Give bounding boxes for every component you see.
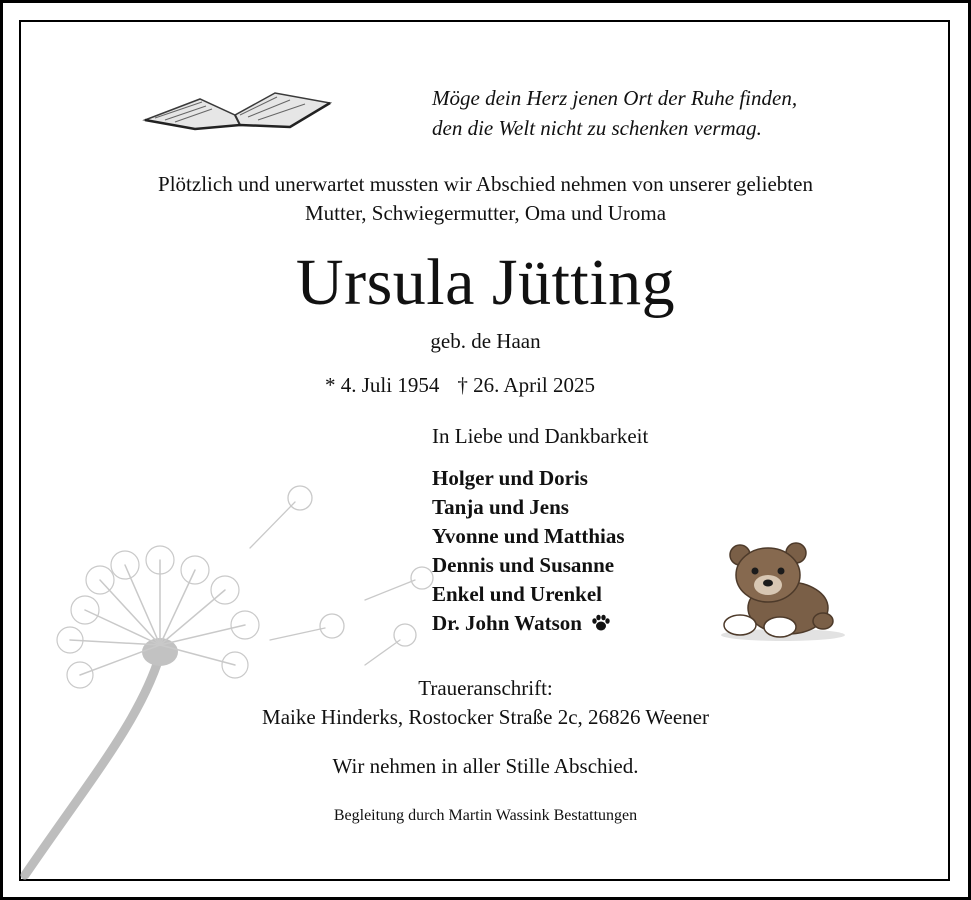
open-book-icon [140, 85, 335, 135]
quote-line-1: Möge dein Herz jenen Ort der Ruhe finden, [432, 86, 798, 110]
mourner-line: Yvonne und Matthias [432, 524, 625, 548]
birth-date: * 4. Juli 1954 [325, 373, 440, 397]
teddy-bear-icon [718, 533, 848, 643]
life-dates [325, 371, 613, 399]
mourner-line: Holger und Doris [432, 466, 588, 490]
mourner-line: Dennis und Susanne [432, 553, 615, 577]
quote [432, 83, 797, 143]
mourner-line-pet [432, 609, 625, 638]
deceased-name: Ursula Jütting [295, 246, 676, 319]
mourner-line: Dr. John Watson [432, 611, 582, 635]
mourners-list [432, 464, 625, 638]
mourners-heading: In Liebe und Dankbarkeit [432, 424, 649, 448]
quote-line-2: den die Welt nicht zu schenken vermag. [432, 116, 762, 140]
undertaker-credit: Begleitung durch Martin Wassink Bestattungen [333, 807, 638, 824]
closing-line: Wir nehmen in aller Stille Abschied. [332, 754, 639, 778]
birth-name: geb. de Haan [430, 329, 541, 353]
intro-line-1: Plötzlich und unerwartet mussten wir Abschied nehmen von unserer geliebten [158, 172, 813, 196]
address-label: Traueranschrift: [418, 676, 553, 700]
intro-line-2: Mutter, Schwiegermutter, Oma und Uroma [304, 201, 667, 225]
mourning-address: Maike Hinderks, Rostocker Straße 2c, 26826 Weener [262, 705, 709, 729]
death-date: † 26. April 2025 [457, 373, 596, 397]
mourner-line: Tanja und Jens [432, 495, 569, 519]
mourner-line: Enkel und Urenkel [432, 582, 602, 606]
paw-print-icon [591, 614, 611, 632]
intro-text [40, 170, 931, 228]
